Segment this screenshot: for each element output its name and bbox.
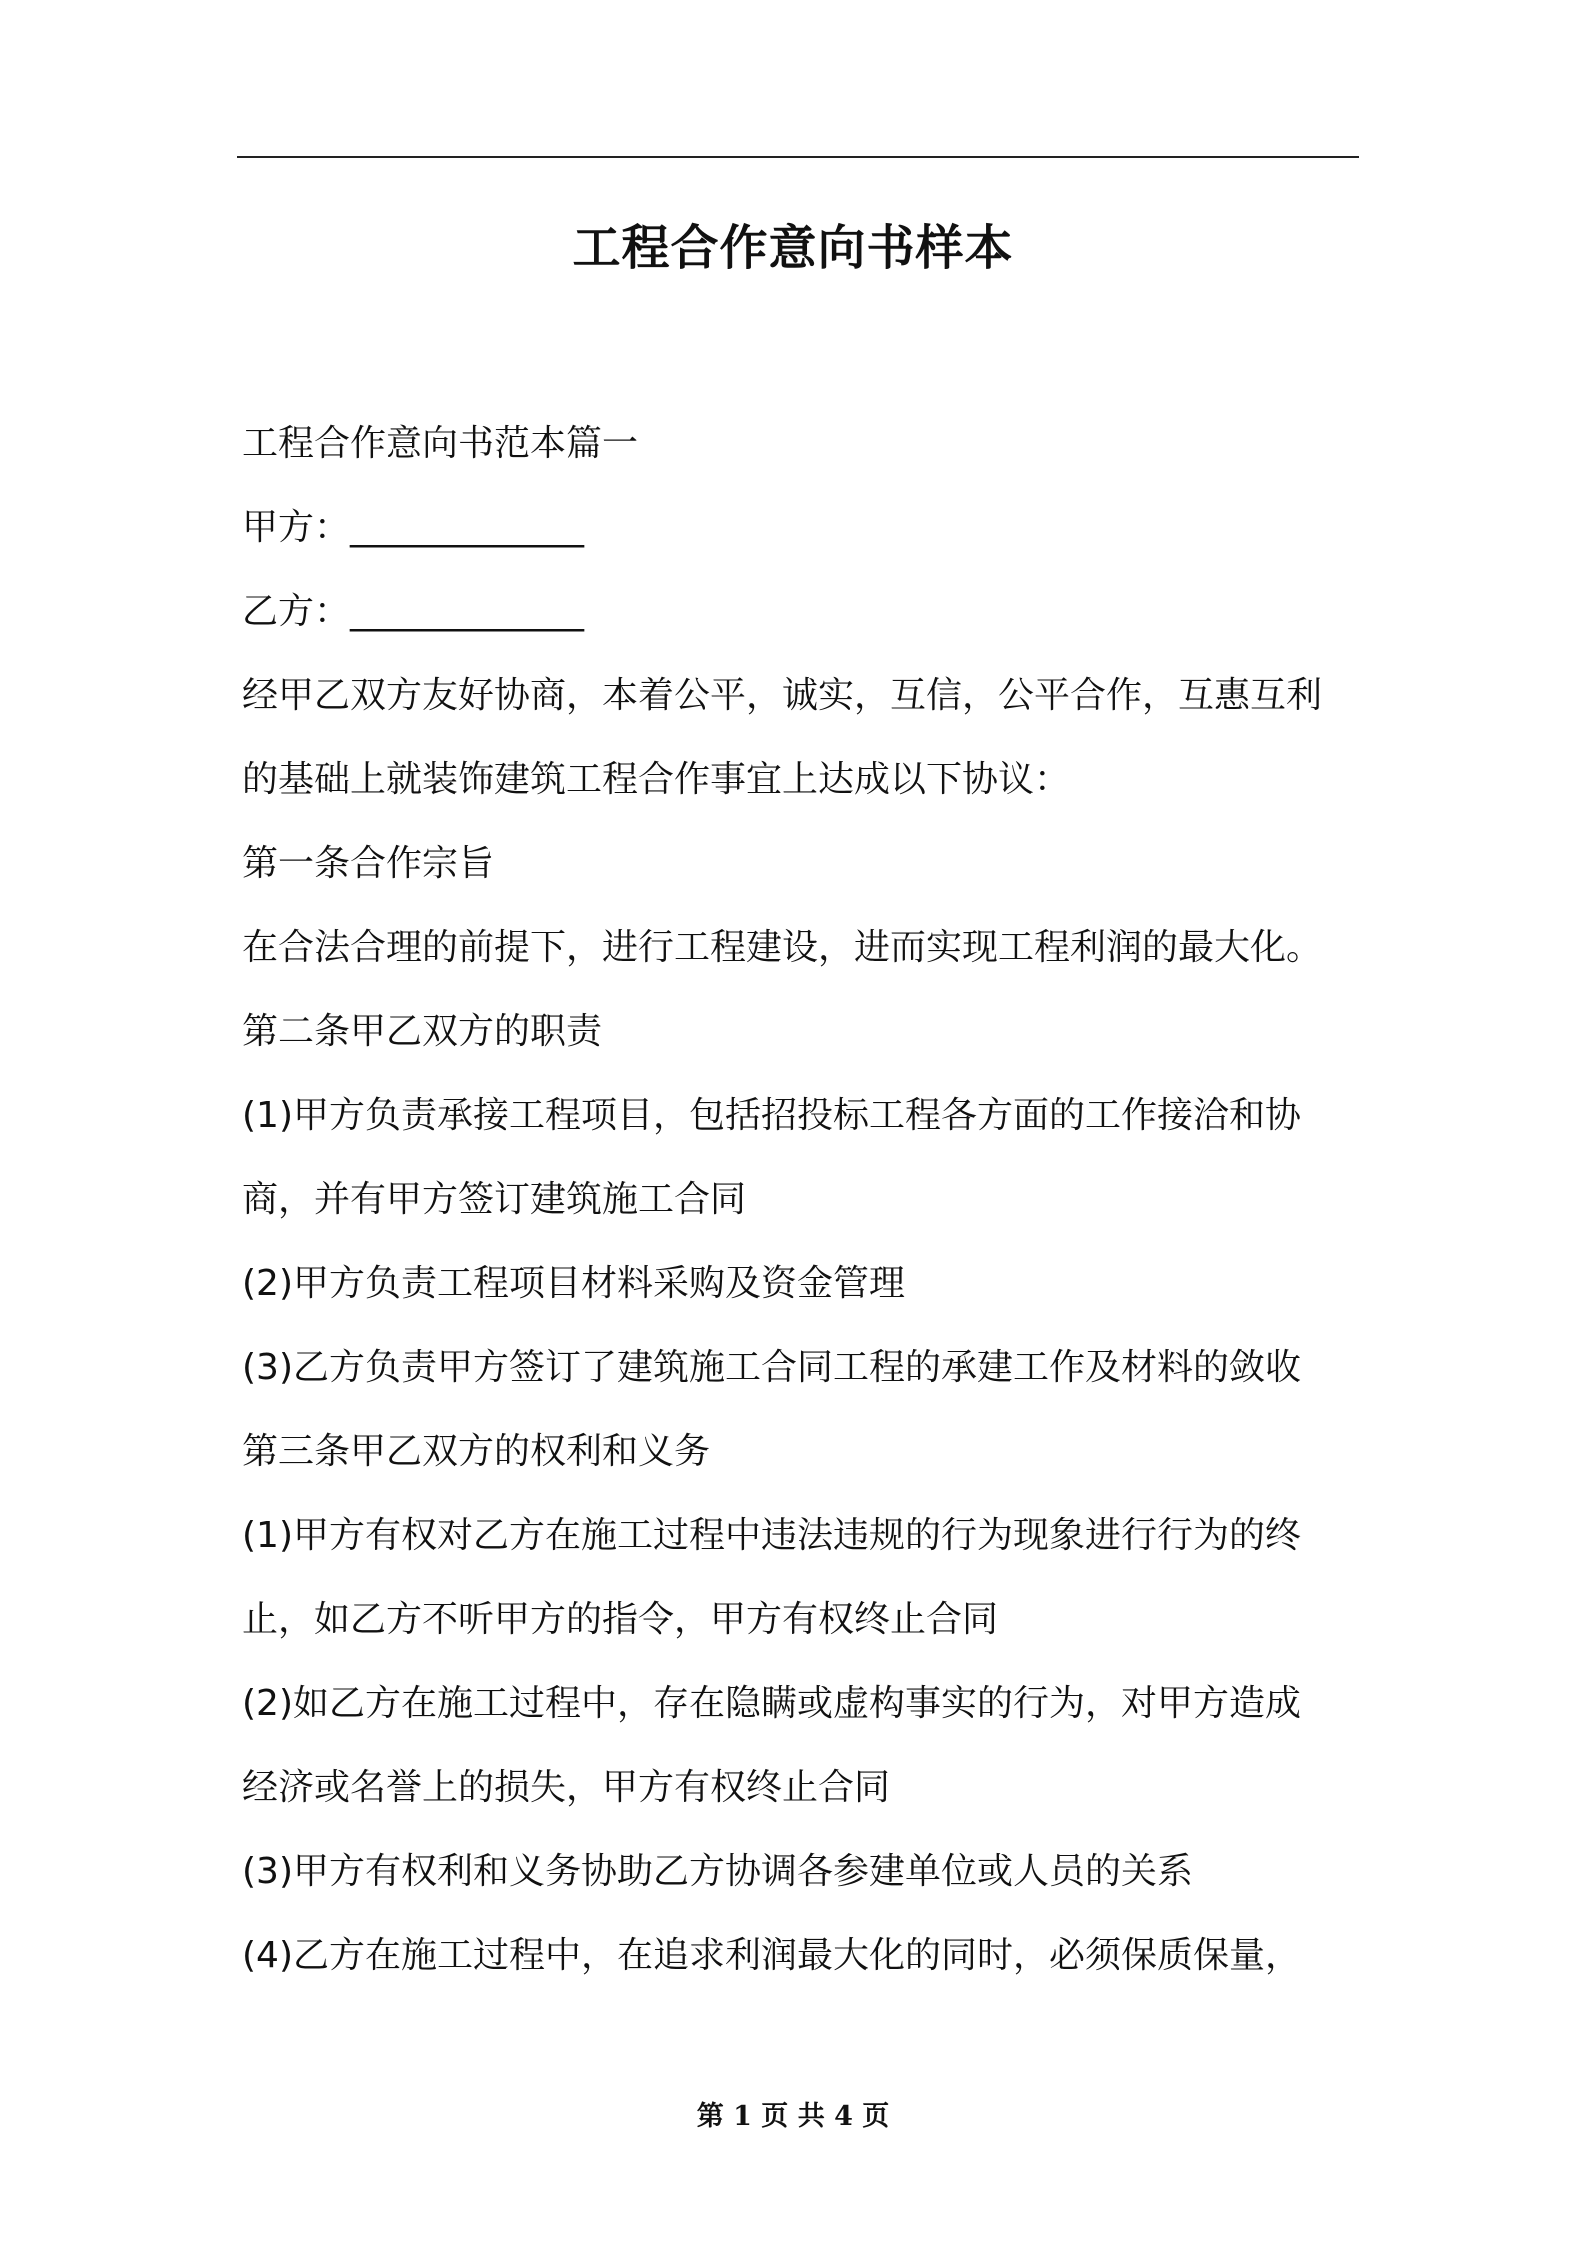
paragraph-line: 在合法合理的前提下，进行工程建设，进而实现工程利润的最大化。 bbox=[242, 927, 1323, 968]
clause-line: 经济或名誉上的损失，甲方有权终止合同 bbox=[242, 1767, 891, 1808]
party-a-line: 甲方：_____________ bbox=[242, 507, 585, 548]
article-heading: 第二条甲乙双方的职责 bbox=[242, 1011, 603, 1052]
clause-line: (2)甲方负责工程项目材料采购及资金管理 bbox=[242, 1263, 905, 1304]
paragraph-line: 的基础上就装饰建筑工程合作事宜上达成以下协议： bbox=[242, 759, 1071, 800]
clause-line: 商，并有甲方签订建筑施工合同 bbox=[242, 1179, 747, 1220]
clause-line: 止，如乙方不听甲方的指令，甲方有权终止合同 bbox=[242, 1599, 999, 1640]
document-title: 工程合作意向书样本 bbox=[572, 220, 1014, 276]
paragraph-line: 经甲乙双方友好协商，本着公平，诚实，互信，公平合作，互惠互利 bbox=[242, 675, 1323, 716]
clause-line: (1)甲方负责承接工程项目，包括招投标工程各方面的工作接洽和协 bbox=[242, 1095, 1301, 1136]
party-b-line: 乙方：_____________ bbox=[242, 591, 585, 632]
page-number-footer: 第 1 页 共 4 页 bbox=[696, 2101, 890, 2132]
clause-line: (1)甲方有权对乙方在施工过程中违法违规的行为现象进行行为的终 bbox=[242, 1515, 1301, 1556]
article-heading: 第三条甲乙双方的权利和义务 bbox=[242, 1431, 711, 1472]
clause-line: (3)甲方有权利和义务协助乙方协调各参建单位或人员的关系 bbox=[242, 1851, 1193, 1892]
header-rule bbox=[237, 156, 1359, 158]
document-body bbox=[242, 402, 1362, 1998]
article-heading: 第一条合作宗旨 bbox=[242, 843, 495, 884]
clause-line: (3)乙方负责甲方签订了建筑施工合同工程的承建工作及材料的敛收 bbox=[242, 1347, 1301, 1388]
clause-line: (4)乙方在施工过程中，在追求利润最大化的同时，必须保质保量， bbox=[242, 1935, 1301, 1976]
section-heading: 工程合作意向书范本篇一 bbox=[242, 423, 639, 464]
clause-line: (2)如乙方在施工过程中，存在隐瞒或虚构事实的行为，对甲方造成 bbox=[242, 1683, 1301, 1724]
